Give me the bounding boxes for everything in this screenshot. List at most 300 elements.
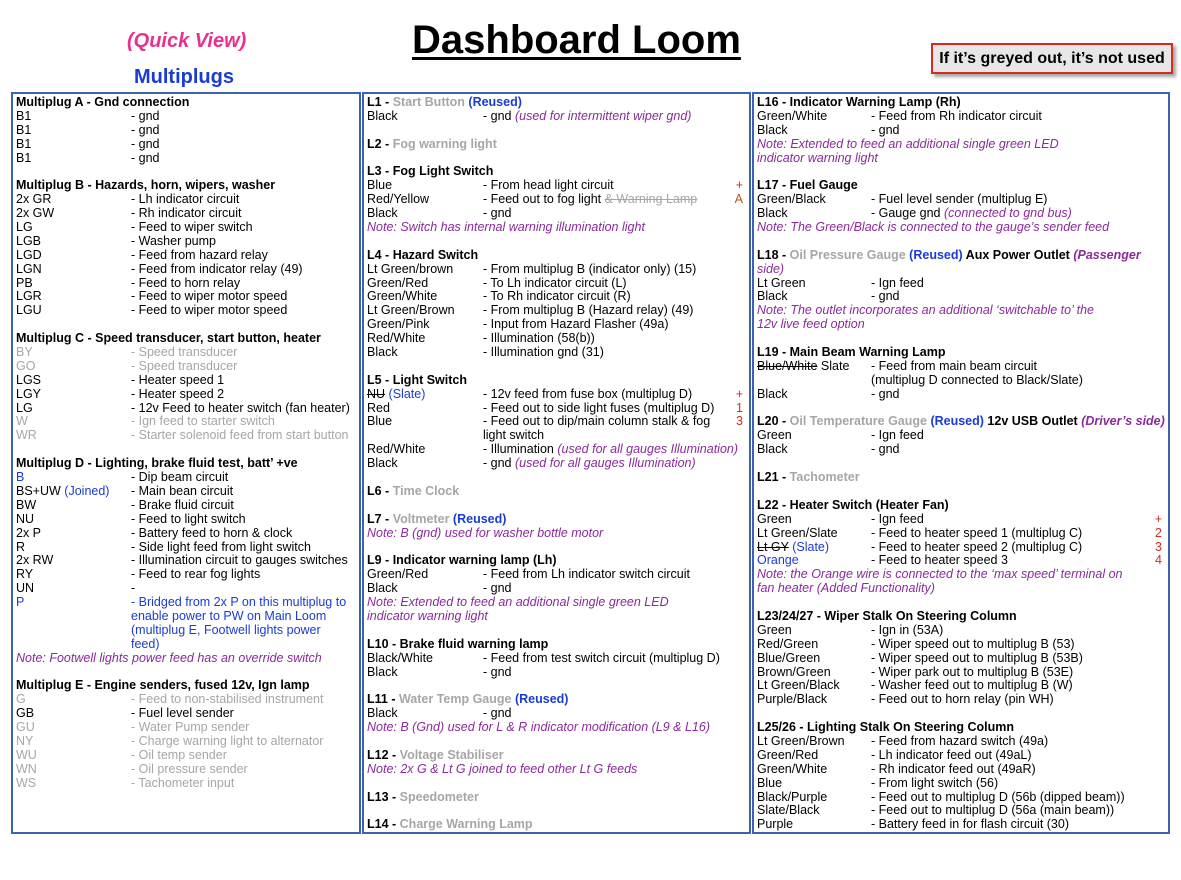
wire-code: NY xyxy=(16,733,34,748)
wire-function xyxy=(131,638,160,652)
wire-function xyxy=(483,193,697,207)
wire-function-text: - Battery feed in for flash circuit (30) xyxy=(871,817,1069,832)
wire-function-text: - Rh indicator feed out (49aR) xyxy=(871,761,1036,776)
wire-row xyxy=(367,277,749,291)
wire-code: Black xyxy=(367,706,398,721)
heading-name: Oil Temperature Gauge xyxy=(789,414,927,429)
wire-row xyxy=(757,554,1168,568)
wire-colour xyxy=(757,429,792,443)
wire-colour xyxy=(367,346,398,360)
wire-row xyxy=(16,415,359,429)
wire-row xyxy=(367,666,749,680)
section-heading xyxy=(16,96,359,110)
wire-row xyxy=(16,499,359,513)
wire-row xyxy=(16,638,359,652)
heading-id: L5 - Light Switch xyxy=(367,372,467,387)
wire-code: B1 xyxy=(16,150,32,165)
spacer xyxy=(367,152,749,166)
wire-function xyxy=(131,554,348,568)
heading-id: L7 - xyxy=(367,511,393,526)
wire-function xyxy=(131,513,246,527)
wire-colour xyxy=(16,499,36,513)
wire-colour xyxy=(16,513,34,527)
wire-colour xyxy=(16,777,36,791)
wire-function xyxy=(483,207,512,221)
column-multiplugs xyxy=(13,94,359,791)
wire-colour xyxy=(757,290,788,304)
section-heading xyxy=(16,332,359,346)
wire-row xyxy=(367,402,749,416)
spacer xyxy=(16,318,359,332)
wire-colour xyxy=(16,402,33,416)
heading-id: L20 - xyxy=(757,414,790,429)
wire-colour xyxy=(16,138,31,152)
wire-function xyxy=(483,179,614,193)
note-text xyxy=(757,568,1168,582)
wire-function xyxy=(483,346,604,360)
wire-code: 2x GW xyxy=(16,206,55,221)
note-line: Note: Extended to feed an additional single green LED xyxy=(757,136,1059,151)
wire-function xyxy=(871,818,1069,832)
section-heading xyxy=(367,485,749,499)
wire-colour xyxy=(757,360,849,374)
note-text xyxy=(367,610,749,624)
wire-row xyxy=(757,749,1168,763)
terminal-marker: + xyxy=(735,178,743,193)
wire-row xyxy=(16,402,359,416)
wire-colour xyxy=(757,513,792,527)
spacer xyxy=(367,541,749,555)
section-heading xyxy=(757,249,1168,263)
wire-function-text: - Illumination circuit to gauges switches xyxy=(131,553,348,568)
wire-function xyxy=(483,388,692,402)
wire-code: Green/Red xyxy=(367,275,429,290)
wire-function xyxy=(131,249,268,263)
wire-function xyxy=(131,263,303,277)
wire-code: Slate/Black xyxy=(757,803,820,818)
wire-colour xyxy=(16,485,109,499)
wire-colour xyxy=(757,804,820,818)
wire-colour xyxy=(16,568,33,582)
wire-row xyxy=(16,360,359,374)
spacer xyxy=(367,235,749,249)
wire-function-text: - Feed to wiper motor speed xyxy=(131,289,288,304)
heading-id: L22 - Heater Switch (Heater Fan) xyxy=(757,497,949,512)
wire-colour xyxy=(367,443,425,457)
wire-row xyxy=(16,624,359,638)
wire-function-text: - gnd xyxy=(871,122,900,137)
wire-comment: (used for all gauges Illumination) xyxy=(557,442,739,457)
wire-row xyxy=(757,290,1168,304)
wire-code: Blue xyxy=(367,414,393,429)
wire-colour xyxy=(757,388,788,402)
terminal-marker: 1 xyxy=(736,400,743,415)
heading-tag: (Reused) xyxy=(452,511,507,526)
wire-function xyxy=(131,193,239,207)
spacer xyxy=(367,624,749,638)
wire-code-alt: (Slate) xyxy=(792,539,830,554)
wire-function-text: - Wiper speed out to multiplug B (53B) xyxy=(871,650,1083,665)
wire-function xyxy=(871,513,924,527)
wire-code: 2x RW xyxy=(16,553,54,568)
wire-code: WN xyxy=(16,761,37,776)
section-heading xyxy=(16,679,359,693)
column-connectors-2 xyxy=(754,94,1168,832)
wire-function-text: - Feed out to dip/main column stalk & fog xyxy=(483,414,711,429)
terminal-marker: A xyxy=(734,192,743,207)
wire-row xyxy=(757,624,1168,638)
wire-colour xyxy=(367,304,455,318)
heading-id: L19 - Main Beam Warning Lamp xyxy=(757,345,946,360)
wire-code: Purple/Black xyxy=(757,692,828,707)
wire-code: LGN xyxy=(16,261,42,276)
wire-code: Black xyxy=(367,456,398,471)
wire-colour xyxy=(16,304,42,318)
wire-function xyxy=(871,763,1036,777)
wire-function xyxy=(131,721,249,735)
wire-function-text: - gnd xyxy=(871,386,900,401)
wire-row xyxy=(16,138,359,152)
wire-function-text: - Lh indicator circuit xyxy=(131,192,240,207)
wire-code: LGB xyxy=(16,233,42,248)
wire-row xyxy=(16,235,359,249)
wire-row xyxy=(16,541,359,555)
wire-code: Red/White xyxy=(367,442,426,457)
wire-code: Red xyxy=(367,400,390,415)
wire-function-text: - Feed from hazard relay xyxy=(131,247,268,262)
section-heading xyxy=(757,610,1168,624)
wire-function-text: - gnd xyxy=(483,206,512,221)
wire-function-text: - Main bean circuit xyxy=(131,483,234,498)
wire-function-text: - 12v feed from fuse box (multiplug D) xyxy=(483,386,693,401)
wire-function-text: - Fuel level sender xyxy=(131,706,234,721)
wire-function-text: - Feed to non-stabilised instrument xyxy=(131,692,324,707)
wire-function xyxy=(131,624,321,638)
heading-id: L9 - Indicator warning lamp (Lh) xyxy=(367,553,557,568)
wire-code: Lt Green/Brown xyxy=(367,303,455,318)
spacer xyxy=(367,679,749,693)
wire-code: Black xyxy=(367,108,398,123)
wire-code: B xyxy=(16,470,25,485)
wire-function xyxy=(131,693,323,707)
section-heading xyxy=(367,791,749,805)
wire-code: Black xyxy=(757,122,788,137)
wire-row xyxy=(16,304,359,318)
note-text xyxy=(757,138,1168,152)
heading-text: Multiplug E - Engine senders, fused 12v, Ign lamp xyxy=(16,678,310,693)
wire-code: LG xyxy=(16,400,33,415)
wire-colour xyxy=(757,777,782,791)
section-heading xyxy=(367,818,749,832)
wire-row xyxy=(16,610,359,624)
wire-row xyxy=(367,429,749,443)
wire-row xyxy=(16,471,359,485)
wire-row xyxy=(367,110,749,124)
wire-function-text: - gnd xyxy=(871,289,900,304)
note-text xyxy=(367,527,749,541)
wire-colour xyxy=(16,346,33,360)
wire-colour xyxy=(16,541,25,555)
spacer xyxy=(757,457,1168,471)
section-heading xyxy=(757,471,1168,485)
connectors-panel-left xyxy=(362,92,751,834)
heading-tag: (Reused) xyxy=(909,247,963,262)
wire-colour xyxy=(757,666,831,680)
spacer xyxy=(757,402,1168,416)
wire-row xyxy=(16,721,359,735)
wire-function xyxy=(131,777,234,791)
wire-row xyxy=(16,374,359,388)
wire-function xyxy=(483,443,738,457)
spacer xyxy=(367,777,749,791)
wire-function-text: - Feed out to fog light xyxy=(483,192,602,207)
wire-function xyxy=(131,221,253,235)
section-heading xyxy=(757,179,1168,193)
wire-code: Red/Yellow xyxy=(367,192,430,207)
note-line: fan heater (Added Functionality) xyxy=(757,581,935,596)
section-heading xyxy=(367,693,749,707)
wire-colour xyxy=(757,693,827,707)
wire-row xyxy=(16,707,359,721)
wire-code: R xyxy=(16,539,26,554)
section-heading xyxy=(367,554,749,568)
heading-name: Tachometer xyxy=(789,470,860,485)
heading-id: L16 - Indicator Warning Lamp (Rh) xyxy=(757,95,961,109)
wire-function xyxy=(483,318,669,332)
wire-function-text: - Bridged from 2x P on this multiplug to xyxy=(131,595,347,610)
wire-function-text: - Ign feed xyxy=(871,428,924,443)
wire-code: Black xyxy=(757,442,788,457)
heading-id: L17 - Fuel Gauge xyxy=(757,178,858,193)
spacer xyxy=(757,596,1168,610)
wire-colour xyxy=(16,582,34,596)
wire-row xyxy=(16,263,359,277)
wire-colour xyxy=(16,207,54,221)
wire-colour xyxy=(16,707,34,721)
wire-function-text: feed) xyxy=(131,636,160,651)
wire-row xyxy=(367,304,749,318)
wire-function-text: - To Rh indicator circuit (R) xyxy=(483,289,631,304)
wire-code: B1 xyxy=(16,122,32,137)
wire-colour xyxy=(367,332,425,346)
section-heading xyxy=(367,249,749,263)
heading-tail: Aux Power Outlet xyxy=(962,247,1074,262)
heading-id: L12 - xyxy=(367,747,400,762)
wire-code: Green/Black xyxy=(757,192,826,207)
wire-colour xyxy=(757,763,827,777)
wire-function xyxy=(131,568,260,582)
page-title: Dashboard Loom xyxy=(412,18,741,62)
wire-row xyxy=(367,652,749,666)
wire-row xyxy=(16,221,359,235)
wire-function xyxy=(483,402,714,416)
heading-name: Voltage Stabiliser xyxy=(399,747,504,762)
wire-code: LG xyxy=(16,220,33,235)
wire-code: Red/White xyxy=(367,331,426,346)
wire-function-text: - Feed from Rh indicator circuit xyxy=(871,108,1042,123)
wire-function xyxy=(871,791,1125,805)
wire-colour xyxy=(16,596,24,610)
wire-colour xyxy=(757,638,818,652)
section-heading xyxy=(367,749,749,763)
wire-code: Lt Green/Slate xyxy=(757,525,838,540)
heading-location: (Passenger xyxy=(1073,247,1141,262)
wire-code: W xyxy=(16,414,28,429)
wire-colour xyxy=(16,152,31,166)
wire-function-text: - Gauge gnd xyxy=(871,206,941,221)
wire-row xyxy=(367,388,749,402)
wire-function xyxy=(871,360,1037,374)
section-heading xyxy=(757,346,1168,360)
wire-function xyxy=(483,290,631,304)
wire-function xyxy=(131,235,216,249)
wire-row xyxy=(757,652,1168,666)
wire-function xyxy=(871,679,1073,693)
wire-code: Blue xyxy=(367,178,393,193)
note-text xyxy=(757,152,1168,166)
wire-code: LGU xyxy=(16,303,42,318)
wire-colour xyxy=(367,110,398,124)
heading-id: L2 - xyxy=(367,136,393,151)
wire-colour xyxy=(367,388,425,402)
wire-function xyxy=(131,207,241,221)
wire-colour xyxy=(367,568,428,582)
wire-row xyxy=(367,415,749,429)
wire-function-text: - Feed to heater speed 1 (multiplug C) xyxy=(871,525,1083,540)
terminal-marker: + xyxy=(735,386,743,401)
spacer xyxy=(16,165,359,179)
wire-function-text: - Ign in (53A) xyxy=(871,622,944,637)
heading-tag: (Reused) xyxy=(468,95,522,109)
wire-function-text: - Side light feed from light switch xyxy=(131,539,311,554)
heading-id: L18 - xyxy=(757,247,790,262)
wire-function-text: - Dip beam circuit xyxy=(131,470,229,485)
wire-colour xyxy=(16,277,33,291)
wire-row xyxy=(757,277,1168,291)
wire-row xyxy=(16,735,359,749)
wire-colour xyxy=(367,179,392,193)
wire-code: Green/White xyxy=(367,289,438,304)
wire-function-text: - Washer pump xyxy=(131,233,216,248)
note-text xyxy=(757,263,1168,277)
wire-code: Green/Pink xyxy=(367,317,430,332)
wire-function-text: - Feed to heater speed 2 (multiplug C) xyxy=(871,539,1083,554)
wire-function xyxy=(131,541,311,555)
wire-colour xyxy=(367,457,398,471)
wire-code: Black/Purple xyxy=(757,789,828,804)
wire-code: GB xyxy=(16,706,35,721)
struck-text: & Warning Lamp xyxy=(604,192,698,207)
wire-colour xyxy=(367,318,430,332)
wire-function xyxy=(131,471,228,485)
wire-code: LGS xyxy=(16,372,42,387)
wire-code: Black xyxy=(757,206,788,221)
wire-row xyxy=(367,193,749,207)
wire-row xyxy=(367,707,749,721)
wire-row xyxy=(367,568,749,582)
wire-function xyxy=(131,402,350,416)
note-line: 12v live feed option xyxy=(757,317,865,332)
wire-code: BW xyxy=(16,497,37,512)
wire-function-text: - gnd xyxy=(483,706,512,721)
wire-function-text: - gnd xyxy=(131,150,160,165)
wire-function xyxy=(131,610,326,624)
wire-colour xyxy=(757,624,792,638)
wire-function-text: - Feed to horn relay xyxy=(131,275,241,290)
note-line: Note: B (gnd) used for washer bottle motor xyxy=(367,525,604,540)
wire-function xyxy=(871,193,1047,207)
wire-function xyxy=(131,360,237,374)
wire-row xyxy=(16,249,359,263)
spacer xyxy=(367,499,749,513)
wire-function-text: - Starter solenoid feed from start button xyxy=(131,428,349,443)
wire-colour xyxy=(16,235,41,249)
wire-function-text: - Feed out to horn relay (pin WH) xyxy=(871,692,1054,707)
wire-row xyxy=(757,804,1168,818)
wire-code: Black xyxy=(757,289,788,304)
wire-function-text: - Heater speed 1 xyxy=(131,372,225,387)
wire-colour xyxy=(757,277,806,291)
wire-function xyxy=(131,388,224,402)
wire-code: Green/Red xyxy=(367,567,429,582)
terminal-marker: 3 xyxy=(736,414,743,429)
wire-function xyxy=(871,624,943,638)
note-line: Note: Footwell lights power feed has an override switch xyxy=(16,650,322,665)
wire-row xyxy=(16,110,359,124)
multiplugs-panel xyxy=(11,92,361,834)
wire-colour xyxy=(16,290,42,304)
wire-code: Brown/Green xyxy=(757,664,831,679)
wire-code-alt: (Slate) xyxy=(388,386,426,401)
wire-code: UN xyxy=(16,581,35,596)
spacer xyxy=(16,443,359,457)
wire-row xyxy=(757,791,1168,805)
wire-colour xyxy=(757,554,799,568)
wire-row xyxy=(757,374,1168,388)
wire-function-text: - gnd xyxy=(131,122,160,137)
note-line: indicator warning light xyxy=(757,150,878,165)
spacer xyxy=(367,360,749,374)
wire-function-text: - gnd xyxy=(483,581,512,596)
wire-function-text: - Battery feed to horn & clock xyxy=(131,525,293,540)
wire-code: Lt Green/Brown xyxy=(757,733,845,748)
heading-tag: (Reused) xyxy=(930,414,984,429)
wire-row xyxy=(757,429,1168,443)
wire-function-text: - Ign feed xyxy=(871,275,924,290)
heading-id: L25/26 - Lighting Stalk On Steering Column xyxy=(757,720,1014,735)
wire-row xyxy=(757,763,1168,777)
wire-code: LGD xyxy=(16,247,42,262)
wire-colour xyxy=(367,290,437,304)
wire-function xyxy=(131,735,323,749)
wire-code: P xyxy=(16,595,25,610)
wire-row xyxy=(757,207,1168,221)
wire-function-text: - To Lh indicator circuit (L) xyxy=(483,275,627,290)
spacer xyxy=(757,165,1168,179)
wire-colour xyxy=(16,429,37,443)
wire-row xyxy=(16,693,359,707)
wire-colour xyxy=(16,721,35,735)
note-line: Note: Extended to feed an additional single green LED xyxy=(367,595,669,610)
wire-function xyxy=(483,429,544,443)
wire-function xyxy=(871,554,1008,568)
wire-function xyxy=(131,152,160,166)
wire-row xyxy=(757,124,1168,138)
wire-row xyxy=(367,443,749,457)
wire-row xyxy=(16,429,359,443)
heading-name: Fog warning light xyxy=(392,136,497,151)
wire-code: Green xyxy=(757,428,792,443)
